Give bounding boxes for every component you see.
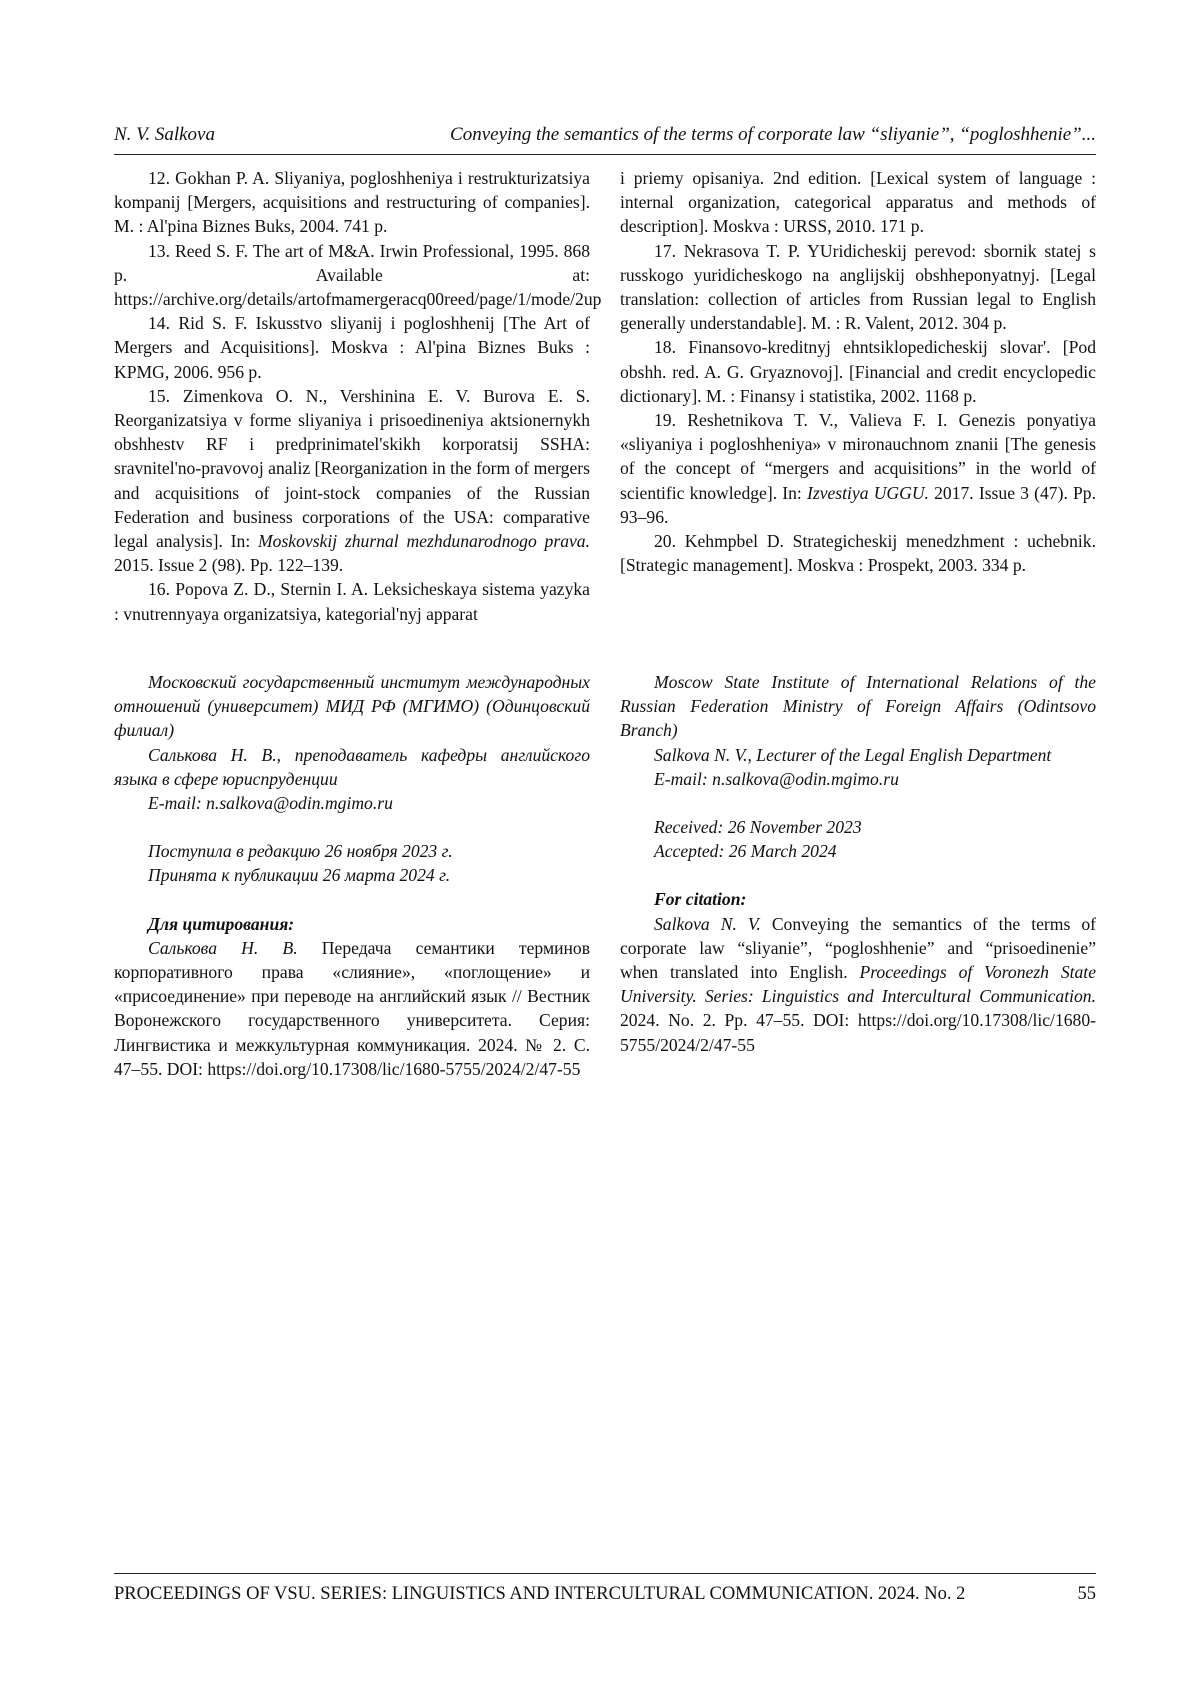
institution-ru: Московский государственный институт международных отношений (университет) МИД РФ (МГИМО) (Одинцовский филиал) [114,672,590,741]
email-en: E-mail: n.salkova@odin.mgimo.ru [654,768,899,789]
received-ru: Поступила в редакцию 26 ноября 2023 г. [148,841,453,862]
running-head-author: N. V. Salkova [114,124,215,145]
institution-en: Moscow State Institute of International Relations of the Russian Federation Ministry of Foreign Affairs (Odintsovo Branch) [620,672,1096,741]
reference-16: 16. Popova Z. D., Sternin I. A. Leksicheskaya sistema yazyka : vnutrennyaya organizatsiya, kategorial'nyj apparat [114,579,590,624]
citation-en: Salkova N. V. Conveying the semantics of the terms of corporate law “sliyanie”, “pogloshhenie” and “prisoedinenie” when translated into English. Proceedings of Voronezh State University. Series: Linguistics and Intercultural Communication. 2024. No. 2. Pp. 47–55. DOI: https://doi.org/10.17308/lic/1680-5755/2024/2/47-55 [620,913,1097,1055]
accepted-en: Accepted: 26 March 2024 [654,841,837,862]
reference-15: 15. Zimenkova O. N., Vershinina E. V. Burova E. S. Reorganizatsiya v forme sliyaniya i prisoedineniya aktsionernykh obshhestv RF i predprinimatel'skikh korporatsij SSHA: sravnitel'no-pravovoj analiz [Reorganization in the form of mergers and acquisitions of joint-stock companies of the Russian Federation and business corporations of the USA: comparative legal analysis]. In: Moskovskij zhurnal mezhdunarodnogo prava. 2015. Issue 2 (98). Pp. 122–139. [114,385,590,576]
reference-13: 13. Reed S. F. The art of M&A. Irwin Professional, 1995. 868 p. Available at: https://archive.org/details/artofmamergeracq00reed/page/1/mode/2up [114,240,602,310]
footer-journal: PROCEEDINGS OF VSU. SERIES: LINGUISTICS AND INTERCULTURAL COMMUNICATION. 2024. No. 2 [114,1584,966,1604]
reference-12: 12. Gokhan P. A. Sliyaniya, pogloshheniya i restrukturizatsiya kompanij [Mergers, acquisitions and restructuring of companies]. M. : Al'pina Biznes Buks, 2004. 741 p. [114,168,590,237]
citation-heading-ru: Для цитирования: [148,913,295,934]
page-footer [114,1573,1096,1604]
author-ru: Салькова Н. В., преподаватель кафедры английского языка в сфере юриспруденции [114,744,590,789]
reference-18: 18. Finansovo-kreditnyj ehntsiklopedicheskij slovar'. [Pod obshh. red. A. G. Gryaznovoj]. [Financial and credit encyclopedic dictionary]. M. : Finansy i statistika, 2002. 1168 p. [620,337,1096,406]
reference-19: 19. Reshetnikova T. V., Valieva F. I. Genezis ponyatiya «sliyaniya i pogloshheniya» v mironauchnom znanii [The genesis of the concept of “mergers and acquisitions” in the world of scientific knowledge]. In: Izvestiya UGGU. 2017. Issue 3 (47). Pp. 93–96. [620,410,1096,527]
accepted-ru: Принята к публикации 26 марта 2024 г. [148,865,451,886]
email-ru: E-mail: n.salkova@odin.mgimo.ru [148,793,393,814]
references-left-column [114,166,602,626]
reference-14: 14. Rid S. F. Iskusstvo sliyanij i pogloshhenij [The Art of Mergers and Acquisitions]. Moskva : Al'pina Biznes Buks : KPMG, 2006. 956 p. [114,313,590,382]
citation-ru: Салькова Н. В. Передача семантики терминов корпоративного права «слияние», «поглощение» и «присоединение» при переводе на английский язык // Вестник Воронежского государственного университета. Серия: Лингвистика и межкультурная коммуникация. 2024. № 2. С. 47–55. DOI: https://doi.org/10.17308/lic/1680-5755/2024/2/47-55 [114,937,591,1079]
author-en: Salkova N. V., Lecturer of the Legal English Department [654,744,1052,765]
citation-heading-en: For citation: [654,889,747,910]
reference-20: 20. Kehmpbel D. Strategicheskij menedzhment : uchebnik. [Strategic management]. Moskva : Prospekt, 2003. 334 p. [620,531,1096,576]
references-right-column [620,166,1096,577]
received-en: Received: 26 November 2023 [654,817,862,838]
running-head-title: Conveying the semantics of the terms of corporate law “sliyanie”, “pogloshhenie”... [450,124,1096,145]
affiliation-en [620,670,1096,1057]
running-head [114,124,1096,155]
reference-17: 17. Nekrasova T. P. YUridicheskij perevod: sbornik statej s russkogo yuridicheskogo na anglijskij obshheponyatnyj. [Legal translation: collection of articles from Russian legal to English generally understandable]. M. : R. Valent, 2012. 304 p. [620,240,1096,334]
reference-16-continued: i priemy opisaniya. 2nd edition. [Lexical system of language : internal organization, categorical apparatus and methods of description]. Moskva : URSS, 2010. 171 p. [620,168,1096,237]
page-number: 55 [1077,1584,1096,1604]
affiliation-ru [114,670,590,1081]
